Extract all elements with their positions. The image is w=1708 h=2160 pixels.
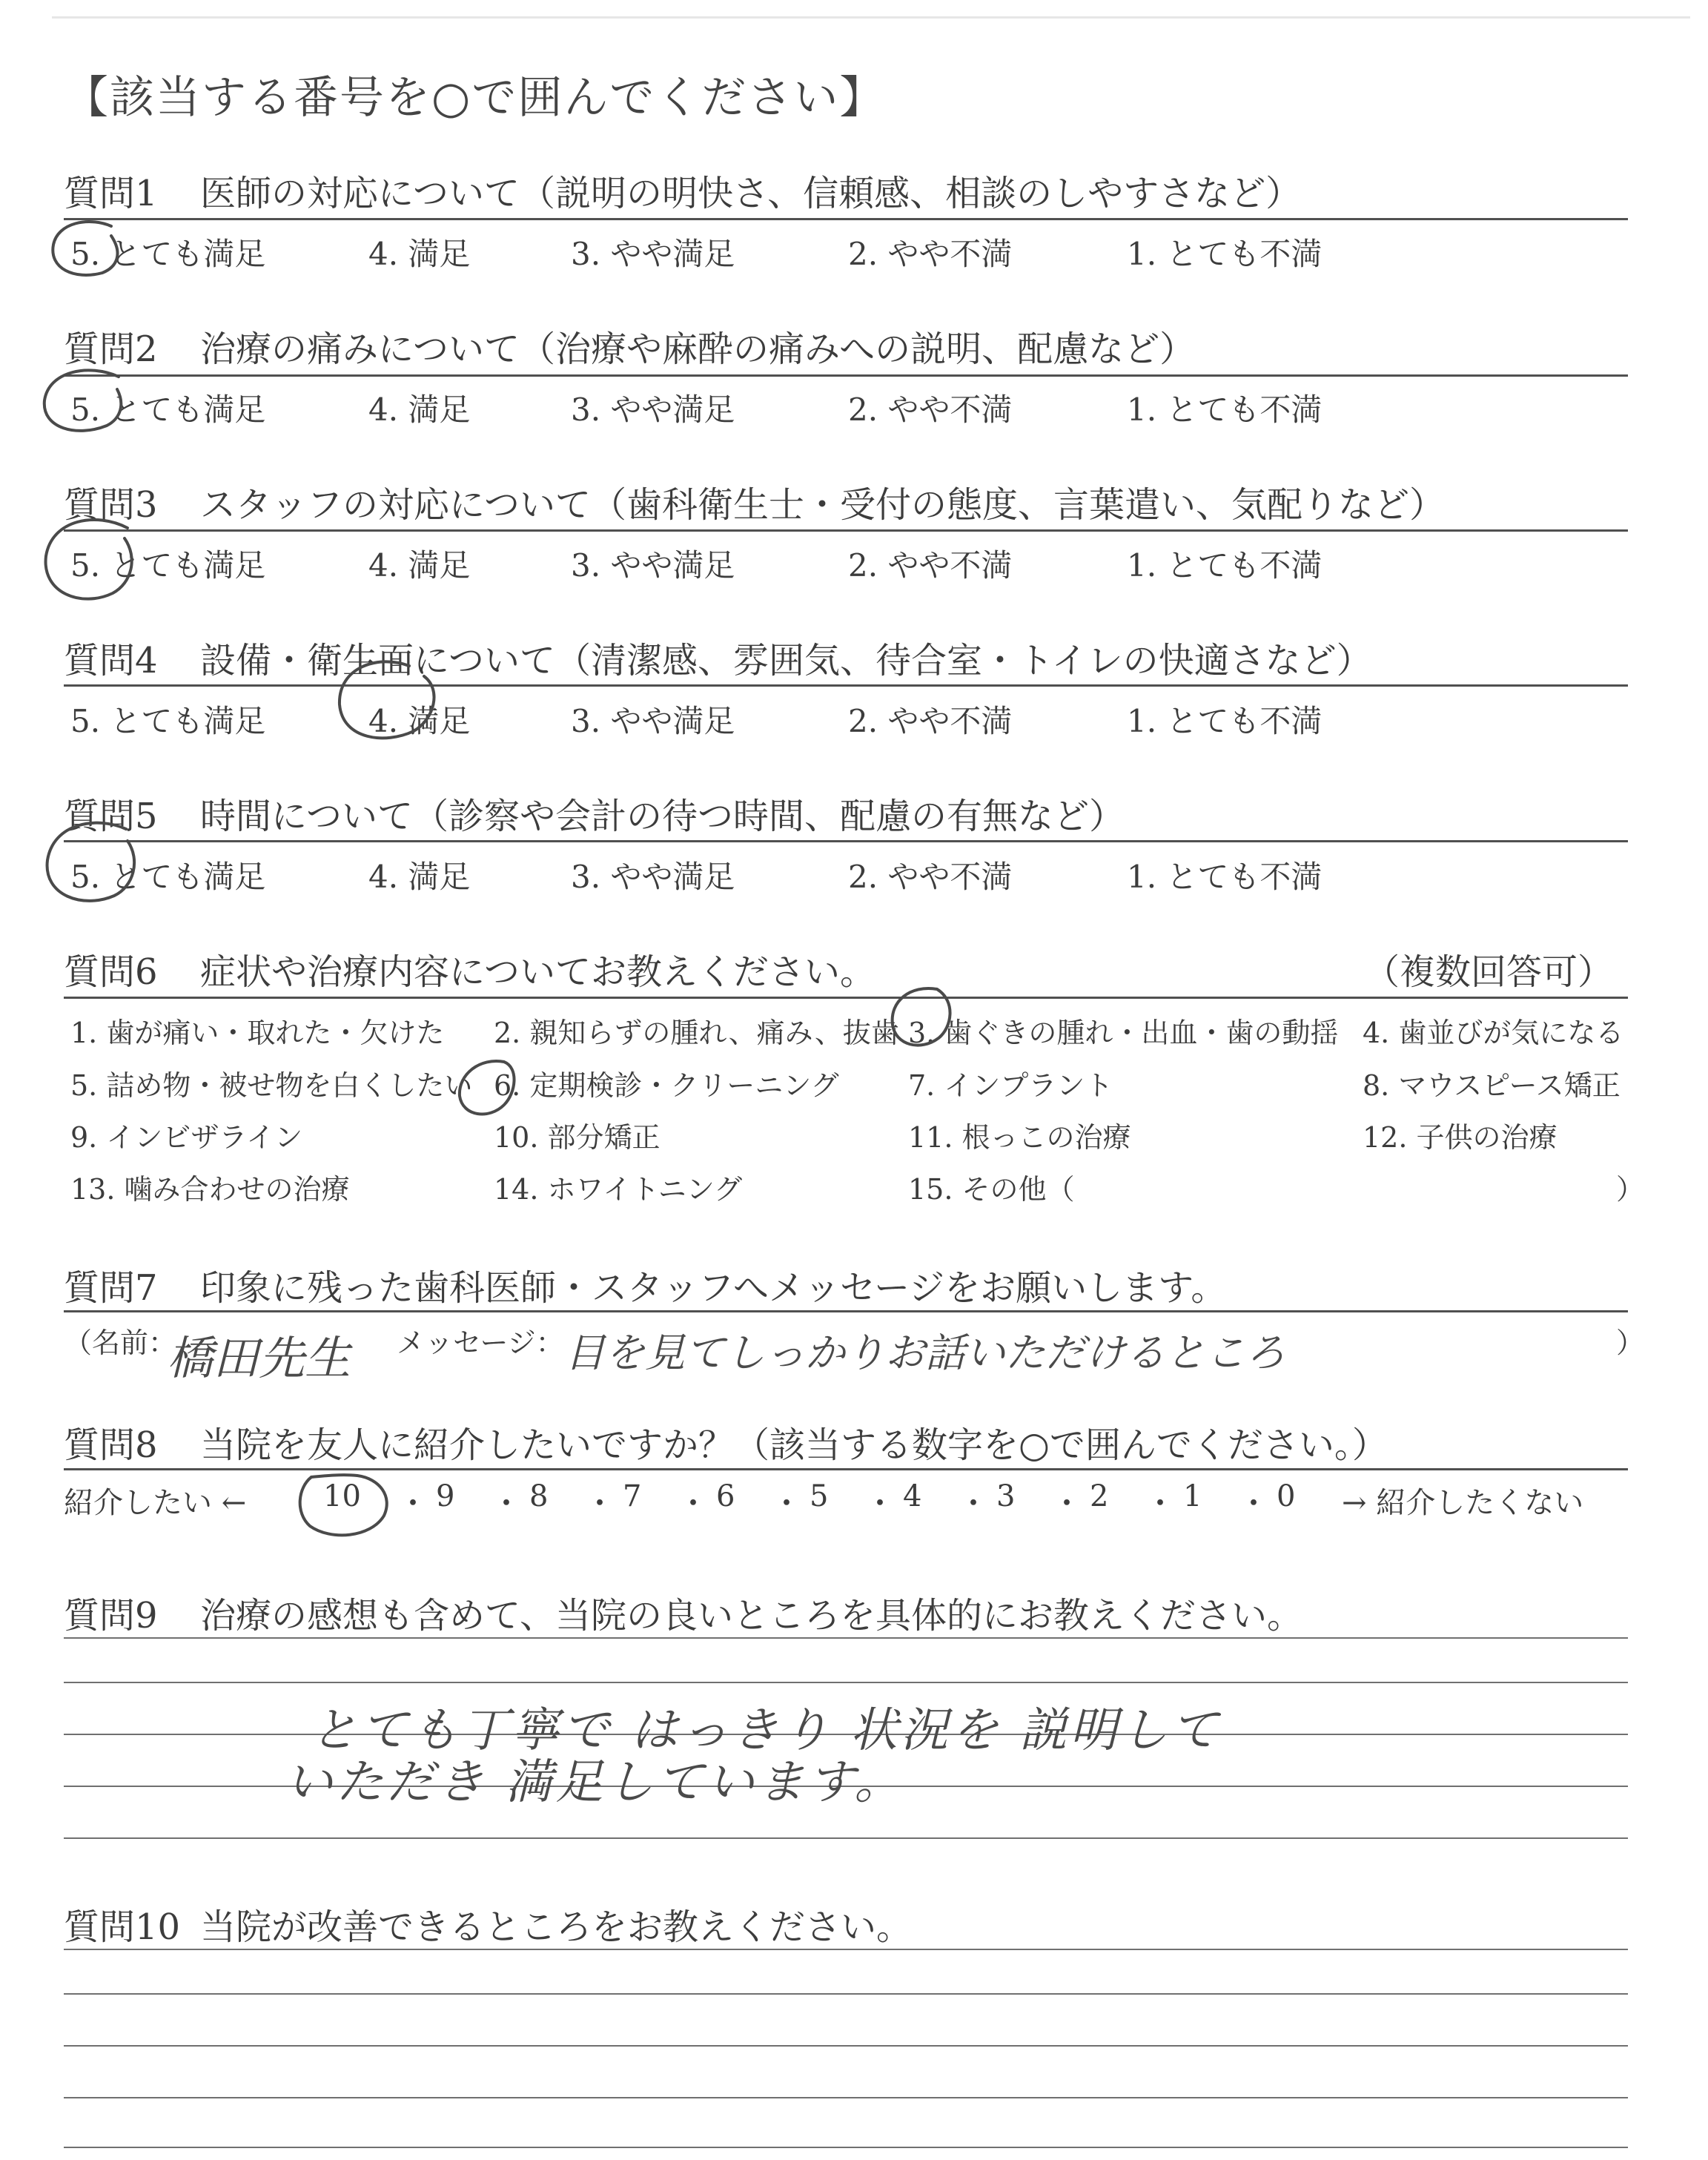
question-text: 当院が改善できるところをお教えください。: [200, 1906, 913, 1948]
q5-option-1[interactable]: 1. とても不満: [1127, 859, 1323, 895]
question-5: [64, 787, 1628, 839]
q6-option-4[interactable]: 4. 歯並びが気になる: [1363, 1017, 1624, 1049]
question-rule: [64, 840, 1628, 842]
form-title: 【該当する番号を○で囲んでください】: [64, 72, 886, 124]
q6-option-2[interactable]: 2. 親知らずの腫れ、痛み、抜歯: [494, 1017, 899, 1049]
question-2: [64, 320, 1628, 371]
handwritten-answer-line-2[interactable]: いただき 満足しています。: [285, 1755, 905, 1810]
question-rule: [64, 997, 1628, 999]
scale-2[interactable]: 2: [1090, 1479, 1109, 1513]
q2-option-2[interactable]: 2. やや不満: [848, 392, 1013, 428]
q3-option-1[interactable]: 1. とても不満: [1127, 547, 1323, 584]
question-text: 設備・衛生面について（清潔感、雰囲気、待合室・トイレの快適さなど）: [200, 640, 1372, 681]
q2-option-1[interactable]: 1. とても不満: [1127, 392, 1323, 428]
question-text: スタッフの対応について（歯科衛生士・受付の態度、言葉遣い、気配りなど）: [200, 484, 1446, 526]
question-4: [64, 632, 1628, 683]
question-text: 症状や治療内容についてお教えください。: [200, 951, 876, 993]
page-top-edge: [52, 16, 1690, 19]
q6-option-8[interactable]: 8. マウスピース矯正: [1363, 1069, 1621, 1102]
answer-line: [64, 1949, 1628, 1950]
handwritten-message[interactable]: 目を見てしっかりお話いただけるところ: [565, 1330, 1285, 1376]
question-number: 質問6: [64, 951, 158, 993]
recommend-right-label: → 紹介したくない: [1342, 1486, 1584, 1520]
question-number: 質問9: [64, 1595, 158, 1636]
q6-option-1[interactable]: 1. 歯が痛い・取れた・欠けた: [70, 1017, 445, 1049]
q3-option-2[interactable]: 2. やや不満: [848, 547, 1013, 584]
q4-option-4[interactable]: 4. 満足: [368, 703, 471, 739]
scale-dot: ・: [491, 1485, 523, 1522]
q5-option-5[interactable]: 5. とても満足: [70, 859, 266, 895]
answer-line: [64, 1993, 1628, 1995]
question-number: 質問7: [64, 1267, 158, 1309]
scale-10[interactable]: 10: [323, 1479, 361, 1513]
scale-3[interactable]: 3: [996, 1479, 1016, 1513]
question-8: [64, 1416, 1628, 1467]
question-number: 質問4: [64, 640, 158, 681]
answer-line: [64, 1637, 1628, 1639]
scale-dot: ・: [678, 1485, 709, 1522]
q1-option-1[interactable]: 1. とても不満: [1127, 236, 1323, 272]
q3-option-5[interactable]: 5. とても満足: [70, 547, 266, 584]
q6-option-14[interactable]: 14. ホワイトニング: [494, 1173, 743, 1206]
q2-option-5[interactable]: 5. とても満足: [70, 392, 266, 428]
question-10: [64, 1898, 1628, 1949]
question-9: [64, 1587, 1628, 1638]
q6-option-10[interactable]: 10. 部分矯正: [494, 1121, 661, 1154]
scale-dot: ・: [397, 1485, 429, 1522]
answer-line: [64, 2045, 1628, 2047]
q6-option-11[interactable]: 11. 根っこの治療: [908, 1121, 1131, 1154]
q4-option-1[interactable]: 1. とても不満: [1127, 703, 1323, 739]
recommend-left-label: 紹介したい ←: [64, 1486, 247, 1520]
answer-line: [64, 1837, 1628, 1839]
q6-option-13[interactable]: 13. 噛み合わせの治療: [70, 1173, 350, 1206]
q6-option-12[interactable]: 12. 子供の治療: [1363, 1121, 1558, 1154]
q6-option-15[interactable]: 15. その他（: [908, 1173, 1075, 1206]
q3-option-3[interactable]: 3. やや満足: [571, 547, 735, 584]
scale-dot: ・: [584, 1485, 616, 1522]
q6-option-6[interactable]: 6. 定期検診・クリーニング: [494, 1069, 839, 1102]
scale-8[interactable]: 8: [529, 1479, 549, 1513]
multiple-answer-note: （複数回答可）: [1364, 951, 1614, 993]
question-rule: [64, 1310, 1628, 1312]
scale-1[interactable]: 1: [1183, 1479, 1202, 1513]
handwritten-answer-line-1[interactable]: とても丁寧で はっきり 状況を 説明して: [310, 1703, 1222, 1758]
scale-dot: ・: [1145, 1485, 1176, 1522]
question-number: 質問10: [64, 1906, 181, 1948]
q6-option-3[interactable]: 3. 歯ぐきの腫れ・出血・歯の動揺: [908, 1017, 1339, 1049]
question-1: [64, 165, 1628, 216]
q5-option-3[interactable]: 3. やや満足: [571, 859, 735, 895]
q4-option-2[interactable]: 2. やや不満: [848, 703, 1013, 739]
question-number: 質問3: [64, 484, 158, 526]
scale-4[interactable]: 4: [903, 1479, 922, 1513]
scale-5[interactable]: 5: [810, 1479, 829, 1513]
question-text: 時間について（診察や会計の待つ時間、配慮の有無など）: [200, 796, 1125, 837]
question-rule: [64, 529, 1628, 532]
answer-line: [64, 2147, 1628, 2148]
question-7: [64, 1259, 1628, 1310]
question-number: 質問5: [64, 796, 158, 837]
q1-option-3[interactable]: 3. やや満足: [571, 236, 735, 272]
q6-option-9[interactable]: 9. インビザライン: [70, 1121, 303, 1154]
question-number: 質問1: [64, 173, 158, 214]
q5-option-4[interactable]: 4. 満足: [368, 859, 471, 895]
q1-option-2[interactable]: 2. やや不満: [848, 236, 1013, 272]
scale-dot: ・: [958, 1485, 990, 1522]
scale-0[interactable]: 0: [1277, 1479, 1296, 1513]
q6-option-5[interactable]: 5. 詰め物・被せ物を白くしたい: [70, 1069, 473, 1102]
scale-dot: ・: [1238, 1485, 1270, 1522]
name-label: （名前：: [64, 1327, 177, 1359]
question-number: 質問8: [64, 1424, 158, 1466]
question-3: [64, 476, 1628, 527]
message-close-paren: ）: [1616, 1327, 1645, 1359]
q4-option-5[interactable]: 5. とても満足: [70, 703, 266, 739]
q2-option-3[interactable]: 3. やや満足: [571, 392, 735, 428]
question-text: 印象に残った歯科医師・スタッフへメッセージをお願いします。: [200, 1267, 1227, 1309]
q2-option-4[interactable]: 4. 満足: [368, 392, 471, 428]
scale-dot: ・: [864, 1485, 896, 1522]
answer-line: [64, 1682, 1628, 1683]
question-rule: [64, 684, 1628, 687]
scale-7[interactable]: 7: [623, 1479, 642, 1513]
scale-dot: ・: [771, 1485, 803, 1522]
question-text: 治療の感想も含めて、当院の良いところを具体的にお教えください。: [200, 1595, 1303, 1636]
question-rule: [64, 218, 1628, 220]
other-close-paren: ）: [1616, 1173, 1645, 1206]
q1-option-5[interactable]: 5. とても満足: [70, 236, 266, 272]
answer-line: [64, 2097, 1628, 2098]
question-rule: [64, 1468, 1628, 1470]
question-rule: [64, 374, 1628, 377]
q3-option-4[interactable]: 4. 満足: [368, 547, 471, 584]
scale-6[interactable]: 6: [716, 1479, 735, 1513]
q5-option-2[interactable]: 2. やや不満: [848, 859, 1013, 895]
message-label: メッセージ：: [397, 1327, 564, 1359]
question-text: 当院を友人に紹介したいですか？（該当する数字を○で囲んでください。）: [200, 1424, 1388, 1466]
q4-option-3[interactable]: 3. やや満足: [571, 703, 735, 739]
q1-option-4[interactable]: 4. 満足: [368, 236, 471, 272]
question-text: 治療の痛みについて（治療や麻酔の痛みへの説明、配慮など）: [200, 328, 1196, 370]
scale-9[interactable]: 9: [436, 1479, 455, 1513]
question-number: 質問2: [64, 328, 158, 370]
scale-dot: ・: [1051, 1485, 1083, 1522]
handwritten-name[interactable]: 橋田先生: [167, 1331, 351, 1385]
question-text: 医師の対応について（説明の明快さ、信頼感、相談のしやすさなど）: [200, 173, 1302, 214]
q6-option-7[interactable]: 7. インプラント: [908, 1069, 1113, 1102]
